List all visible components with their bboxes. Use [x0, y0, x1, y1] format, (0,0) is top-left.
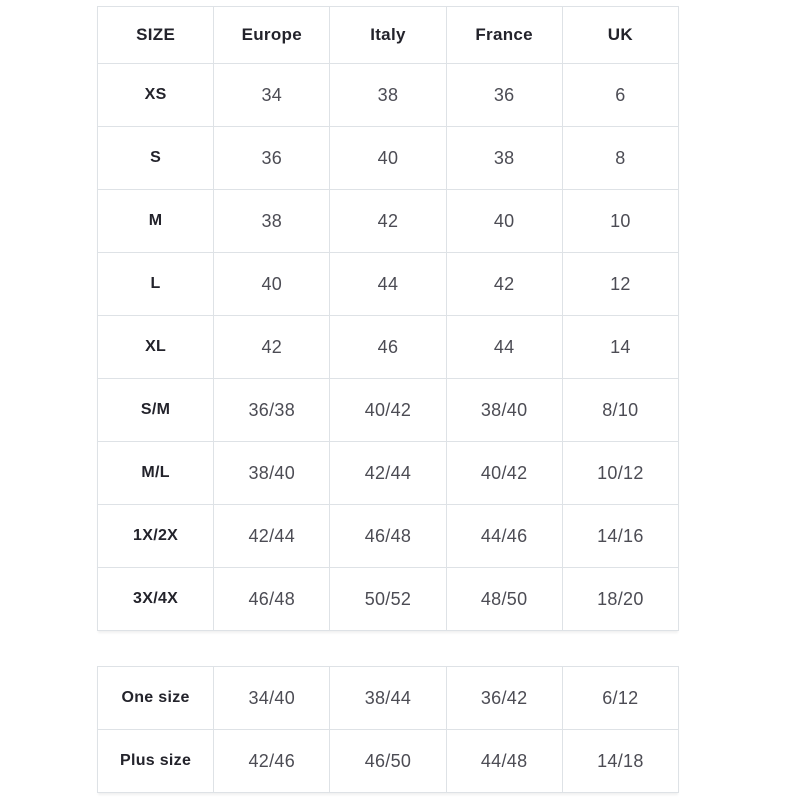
- row-label-one-size: One size: [98, 667, 214, 730]
- cell-1x2x-italy: 46/48: [330, 505, 446, 568]
- cell-l-uk: 12: [562, 253, 678, 316]
- row-label-ml: M/L: [98, 442, 214, 505]
- cell-1x2x-europe: 42/44: [214, 505, 330, 568]
- cell-sm-uk: 8/10: [562, 379, 678, 442]
- table-row-1x2x: [98, 505, 679, 568]
- cell-l-europe: 40: [214, 253, 330, 316]
- cell-m-italy: 42: [330, 190, 446, 253]
- cell-1x2x-uk: 14/16: [562, 505, 678, 568]
- cell-3x4x-france: 48/50: [446, 568, 562, 631]
- size-table-header: [98, 7, 679, 64]
- row-label-xl: XL: [98, 316, 214, 379]
- cell-ml-italy: 42/44: [330, 442, 446, 505]
- cell-s-italy: 40: [330, 127, 446, 190]
- row-label-l: L: [98, 253, 214, 316]
- table-row-one-size: [98, 667, 679, 730]
- cell-one-size-france: 36/42: [446, 667, 562, 730]
- cell-xl-italy: 46: [330, 316, 446, 379]
- column-header-europe: Europe: [214, 7, 330, 64]
- column-header-italy: Italy: [330, 7, 446, 64]
- row-label-1x2x: 1X/2X: [98, 505, 214, 568]
- cell-plus-size-uk: 14/18: [562, 730, 678, 793]
- table-gap: [97, 631, 679, 666]
- cell-xl-france: 44: [446, 316, 562, 379]
- cell-3x4x-italy: 50/52: [330, 568, 446, 631]
- table-row-l: [98, 253, 679, 316]
- cell-m-europe: 38: [214, 190, 330, 253]
- cell-xl-uk: 14: [562, 316, 678, 379]
- table-row-xl: [98, 316, 679, 379]
- cell-m-uk: 10: [562, 190, 678, 253]
- row-label-plus-size: Plus size: [98, 730, 214, 793]
- table-row-m: [98, 190, 679, 253]
- column-header-uk: UK: [562, 7, 678, 64]
- header-row: [98, 7, 679, 64]
- cell-xs-france: 36: [446, 64, 562, 127]
- table-row-3x4x: [98, 568, 679, 631]
- cell-sm-france: 38/40: [446, 379, 562, 442]
- cell-ml-france: 40/42: [446, 442, 562, 505]
- cell-s-uk: 8: [562, 127, 678, 190]
- row-label-xs: XS: [98, 64, 214, 127]
- cell-1x2x-france: 44/46: [446, 505, 562, 568]
- size-tables-container: [97, 6, 679, 793]
- cell-l-italy: 44: [330, 253, 446, 316]
- table-row-xs: [98, 64, 679, 127]
- row-label-3x4x: 3X/4X: [98, 568, 214, 631]
- cell-3x4x-uk: 18/20: [562, 568, 678, 631]
- row-label-s: S: [98, 127, 214, 190]
- column-header-france: France: [446, 7, 562, 64]
- cell-xs-uk: 6: [562, 64, 678, 127]
- cell-one-size-europe: 34/40: [214, 667, 330, 730]
- cell-s-europe: 36: [214, 127, 330, 190]
- column-header-size: SIZE: [98, 7, 214, 64]
- cell-xl-europe: 42: [214, 316, 330, 379]
- size-table-body: [98, 64, 679, 631]
- table-row-plus-size: [98, 730, 679, 793]
- one-size-plus-size-table: [97, 666, 679, 793]
- cell-xs-italy: 38: [330, 64, 446, 127]
- cell-one-size-uk: 6/12: [562, 667, 678, 730]
- cell-sm-italy: 40/42: [330, 379, 446, 442]
- size-conversion-table: [97, 6, 679, 631]
- cell-plus-size-france: 44/48: [446, 730, 562, 793]
- cell-ml-uk: 10/12: [562, 442, 678, 505]
- cell-3x4x-europe: 46/48: [214, 568, 330, 631]
- cell-one-size-italy: 38/44: [330, 667, 446, 730]
- table-row-ml: [98, 442, 679, 505]
- cell-sm-europe: 36/38: [214, 379, 330, 442]
- row-label-sm: S/M: [98, 379, 214, 442]
- table-row-sm: [98, 379, 679, 442]
- cell-xs-europe: 34: [214, 64, 330, 127]
- cell-l-france: 42: [446, 253, 562, 316]
- cell-plus-size-italy: 46/50: [330, 730, 446, 793]
- cell-s-france: 38: [446, 127, 562, 190]
- row-label-m: M: [98, 190, 214, 253]
- table-row-s: [98, 127, 679, 190]
- one-size-table-body: [98, 667, 679, 793]
- cell-plus-size-europe: 42/46: [214, 730, 330, 793]
- cell-ml-europe: 38/40: [214, 442, 330, 505]
- cell-m-france: 40: [446, 190, 562, 253]
